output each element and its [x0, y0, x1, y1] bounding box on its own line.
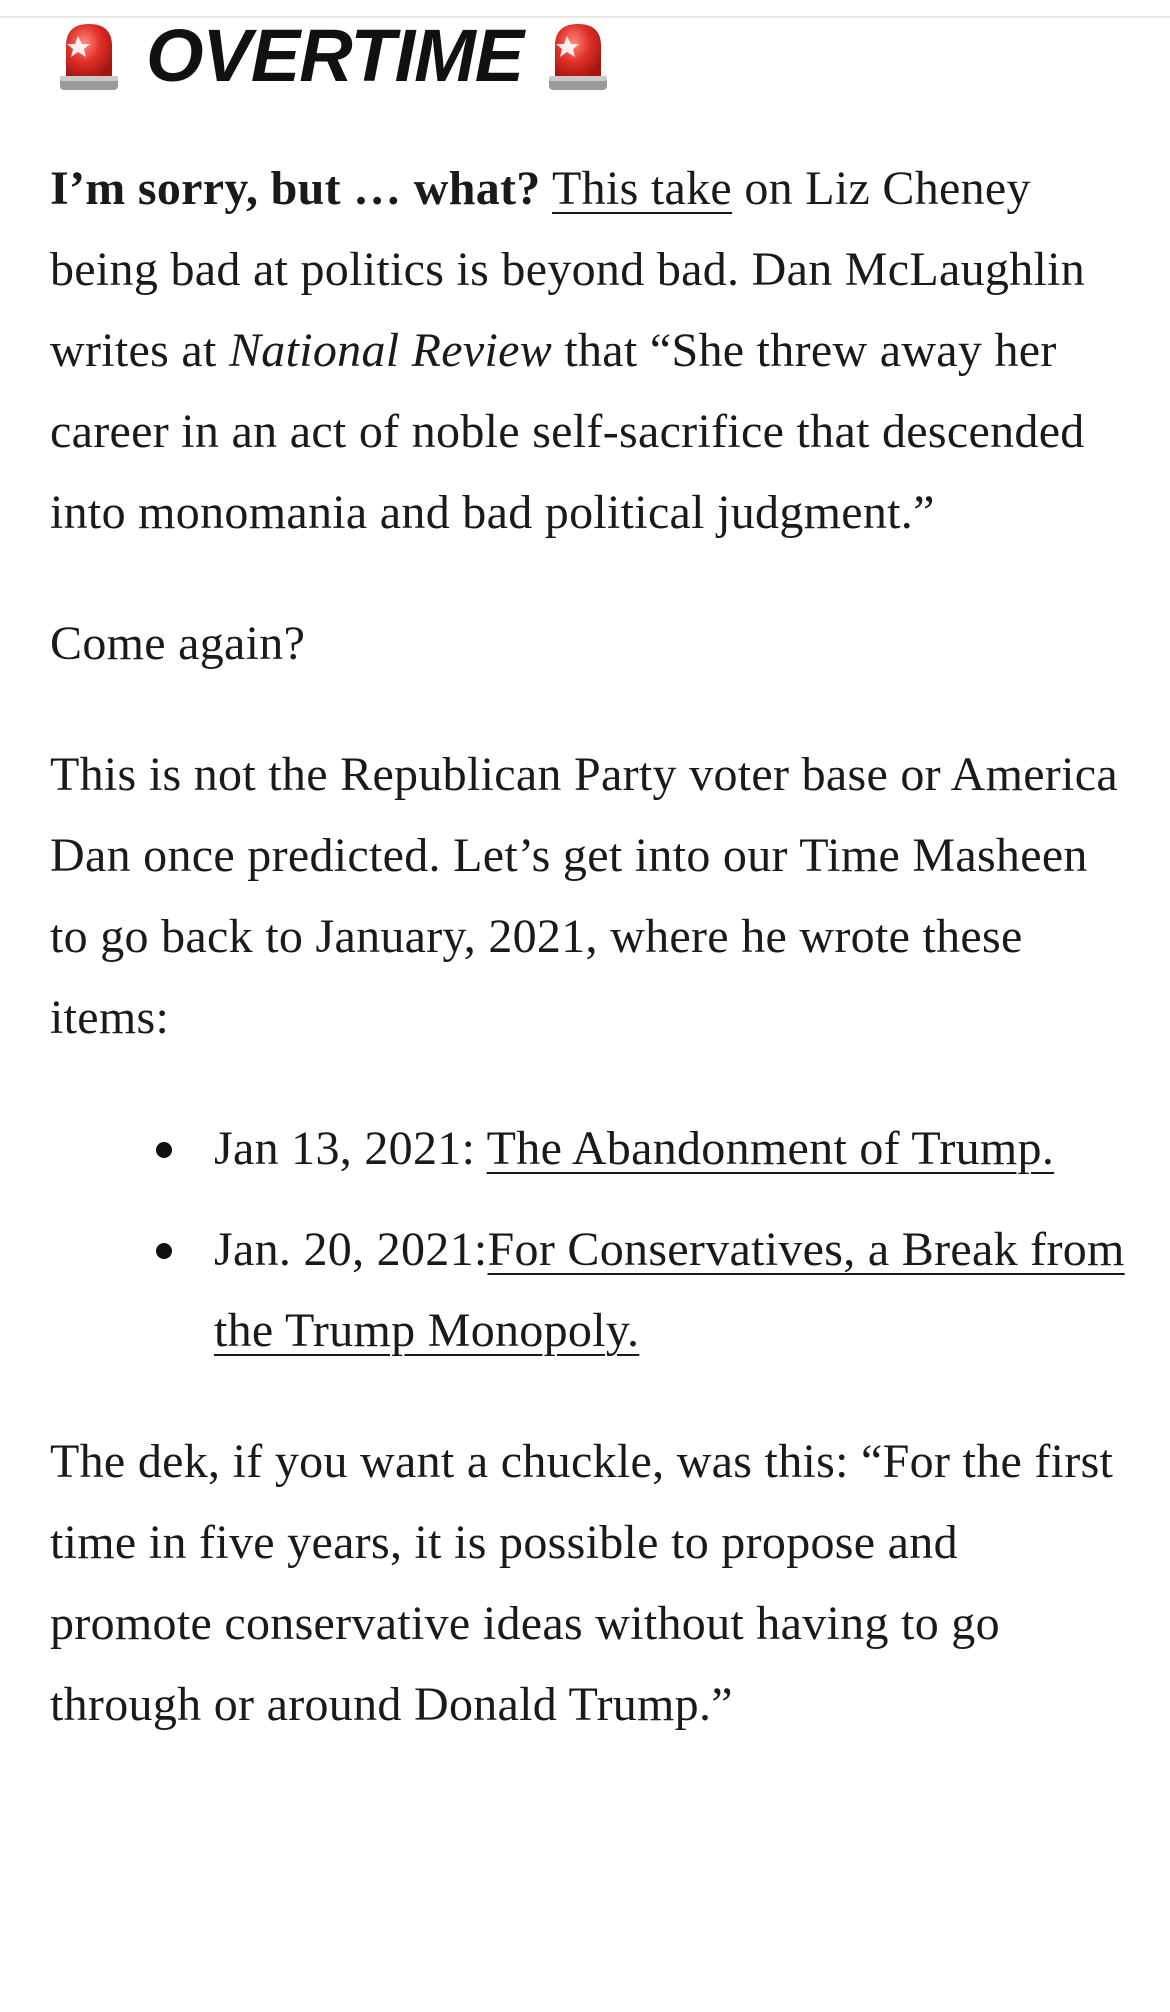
police-siren-icon	[56, 16, 122, 96]
abandonment-of-trump-link[interactable]: The Abandonment of Trump.	[486, 1122, 1055, 1175]
list-item	[50, 1108, 1130, 1189]
list-item-date: Jan 13, 2021:	[214, 1122, 487, 1175]
article-body	[50, 148, 1130, 1795]
paragraph-text: that “She threw away her career in an act of noble self-sacrifice that descended into monomania and bad political judgment.”	[50, 324, 1085, 539]
publication-name: National Review	[228, 324, 553, 377]
section-heading	[56, 14, 611, 98]
section-title: OVERTIME	[146, 14, 524, 97]
lead-in-bold: I’m sorry, but … what?	[50, 162, 541, 215]
this-take-link[interactable]: This take	[552, 162, 733, 215]
break-from-trump-monopoly-link[interactable]: For Conservatives, a Break from the Trump Monopoly.	[214, 1223, 1125, 1357]
bullet-icon	[156, 1142, 172, 1158]
police-siren-icon	[545, 16, 611, 96]
paragraph-dek: The dek, if you want a chuckle, was this: “For the first time in five years, it is possible to propose and promote conservative ideas without having to go through or around Donald Trump.”	[50, 1435, 1114, 1731]
list-item-date: Jan. 20, 2021:	[214, 1223, 488, 1276]
paragraph-time-masheen: This is not the Republican Party voter base or America Dan once predicted. Let’s get into our Time Masheen to go back to January, 2021, where he wrote these items:	[50, 748, 1118, 1044]
paragraph-text: on Liz Cheney being bad at politics is beyond bad. Dan McLaughlin writes at	[50, 162, 1086, 377]
bullet-icon	[156, 1243, 172, 1259]
paragraph-liz-cheney	[50, 148, 1130, 553]
article-list	[50, 1108, 1130, 1371]
list-item	[50, 1209, 1130, 1371]
paragraph-come-again: Come again?	[50, 617, 306, 670]
